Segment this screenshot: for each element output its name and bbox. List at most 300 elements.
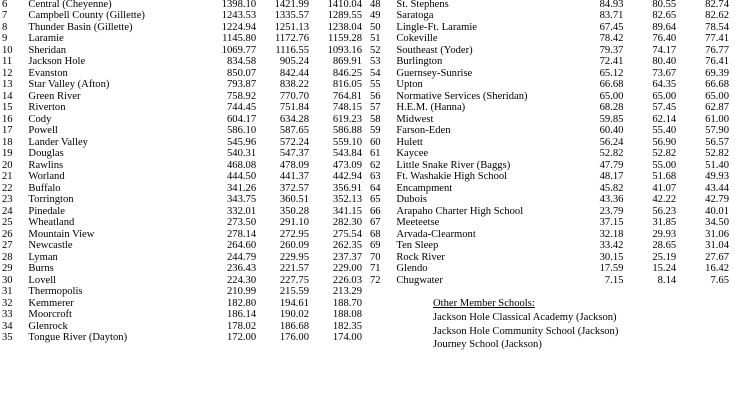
row-school-name: Burns (28, 263, 54, 275)
row-value-3: 586.88 (332, 125, 362, 137)
row-value-3: 188.70 (332, 297, 362, 309)
row-rank: 30 (2, 274, 13, 286)
row-school-name: Pinedale (28, 205, 65, 217)
row-value-2: 64.35 (652, 79, 677, 91)
row-value-1: 48.17 (599, 171, 624, 183)
right-column (368, 0, 735, 400)
row-school-name: Ten Sleep (396, 240, 439, 252)
row-value-1: 23.79 (599, 205, 624, 217)
row-rank: 52 (370, 44, 381, 56)
row-value-1: 545.96 (227, 136, 257, 148)
row-rank: 26 (2, 228, 13, 240)
row-value-3: 764.81 (332, 90, 362, 102)
row-school-name: Star Valley (Afton) (28, 79, 110, 91)
row-school-name: Moorcroft (28, 309, 72, 321)
row-school-name: Lingle-Ft. Laramie (396, 21, 477, 33)
row-school-name: Ft. Washakie High School (396, 171, 508, 183)
row-value-2: 221.57 (279, 263, 309, 275)
row-value-3: 82.62 (705, 10, 729, 22)
row-value-2: 751.84 (279, 102, 309, 114)
row-value-2: 55.00 (652, 159, 677, 171)
row-rank: 33 (2, 309, 13, 321)
row-value-2: 74.17 (652, 44, 677, 56)
row-value-2: 89.64 (652, 21, 677, 33)
row-school-name: Little Snake River (Baggs) (396, 159, 511, 171)
row-value-1: 244.79 (227, 251, 257, 263)
row-rank: 34 (2, 320, 13, 332)
row-value-2: 29.93 (652, 228, 677, 240)
row-value-1: 341.26 (227, 182, 257, 194)
row-value-3: 27.67 (705, 251, 729, 263)
row-value-1: 30.15 (599, 251, 624, 263)
row-school-name: St. Stephens (396, 0, 449, 10)
row-school-name: H.E.M. (Hanna) (396, 102, 466, 114)
row-value-1: 37.15 (599, 217, 624, 229)
row-school-name: Jackson Hole (28, 56, 86, 68)
row-value-2: 260.09 (279, 240, 309, 252)
row-value-3: 82.74 (705, 0, 729, 10)
row-rank: 14 (2, 90, 13, 102)
row-value-3: 78.54 (705, 21, 729, 33)
row-school-name: Rawlins (28, 159, 64, 171)
row-school-name: Southeast (Yoder) (396, 44, 473, 56)
row-value-3: 66.68 (705, 79, 729, 91)
row-school-name: Arvada-Clearmont (396, 228, 476, 240)
row-value-3: 352.13 (332, 194, 362, 206)
other-member-schools-section (370, 297, 735, 351)
row-value-2: 441.37 (279, 171, 309, 183)
row-value-1: 33.42 (599, 240, 624, 252)
row-school-name: Hulett (396, 136, 423, 148)
row-value-2: 350.28 (279, 205, 309, 217)
row-rank: 51 (370, 33, 381, 45)
other-member-schools-heading: Other Member Schools: (433, 298, 535, 310)
row-value-1: 52.82 (599, 148, 624, 160)
table-row (2, 195, 368, 206)
row-value-1: 1224.94 (221, 21, 257, 33)
row-school-name: Glenrock (28, 320, 68, 332)
row-value-1: 1243.53 (221, 10, 257, 22)
table-row (370, 264, 735, 275)
row-rank: 61 (370, 148, 381, 160)
row-value-2: 478.09 (279, 159, 309, 171)
row-value-2: 215.59 (279, 286, 309, 298)
row-rank: 27 (2, 240, 13, 252)
row-school-name: Kemmerer (28, 297, 74, 309)
row-value-1: 83.71 (599, 10, 624, 22)
row-school-name: Dubois (396, 194, 427, 206)
row-school-name: Guernsey-Sunrise (396, 67, 473, 79)
row-school-name: Lovell (28, 274, 57, 286)
row-school-name: Worland (28, 171, 65, 183)
row-school-name: Cokeville (396, 33, 438, 45)
row-value-1: 45.82 (599, 182, 624, 194)
row-value-3: 1410.04 (327, 0, 362, 10)
row-value-3: 49.93 (705, 171, 729, 183)
row-value-3: 869.91 (332, 56, 362, 68)
row-rank: 12 (2, 67, 13, 79)
row-school-name: Encampment (396, 182, 453, 194)
row-school-name: Normative Services (Sheridan) (396, 90, 528, 102)
row-rank: 8 (2, 21, 8, 33)
row-school-name: Mountain View (28, 228, 95, 240)
row-value-1: 72.41 (599, 56, 624, 68)
row-school-name: Farson-Eden (396, 125, 451, 137)
row-value-1: 17.59 (599, 263, 624, 275)
row-value-3: 31.04 (705, 240, 729, 252)
row-school-name: Upton (396, 79, 423, 91)
table-row (370, 276, 735, 287)
row-value-3: 473.09 (332, 159, 362, 171)
row-rank: 58 (370, 113, 381, 125)
row-rank: 48 (370, 0, 381, 10)
row-rank: 19 (2, 148, 13, 160)
row-value-2: 55.40 (652, 125, 677, 137)
row-value-2: 8.14 (657, 274, 677, 286)
row-school-name: Midwest (396, 113, 434, 125)
table-row (370, 195, 735, 206)
row-rank: 59 (370, 125, 381, 137)
row-rank: 16 (2, 113, 13, 125)
row-value-3: 1289.55 (327, 10, 362, 22)
row-value-1: 186.14 (227, 309, 257, 321)
row-value-2: 82.65 (652, 10, 677, 22)
row-value-2: 372.57 (279, 182, 309, 194)
row-value-1: 66.68 (599, 79, 624, 91)
row-school-name: Rock River (396, 251, 445, 263)
row-value-1: 59.85 (599, 113, 624, 125)
row-value-1: 7.15 (604, 274, 624, 286)
row-value-2: 1335.57 (274, 10, 309, 22)
row-value-3: 442.94 (332, 171, 362, 183)
table-row (370, 241, 735, 252)
row-rank: 67 (370, 217, 381, 229)
row-value-3: 1159.28 (327, 33, 362, 45)
row-rank: 28 (2, 251, 13, 263)
row-value-1: 468.08 (227, 159, 257, 171)
row-value-2: 31.85 (652, 217, 677, 229)
row-value-2: 80.55 (652, 0, 677, 10)
row-value-3: 237.37 (332, 251, 362, 263)
row-value-1: 43.36 (599, 194, 624, 206)
row-value-3: 275.54 (332, 228, 362, 240)
row-value-3: 213.29 (332, 286, 362, 298)
row-school-name: Powell (28, 125, 58, 137)
row-value-2: 1172.76 (274, 33, 309, 45)
row-school-name: Wheatland (28, 217, 75, 229)
row-value-2: 360.51 (279, 194, 309, 206)
table-row (2, 253, 368, 264)
table-row (370, 126, 735, 137)
row-school-name: Burlington (396, 56, 443, 68)
row-value-3: 846.25 (332, 67, 362, 79)
row-value-1: 236.43 (227, 263, 257, 275)
row-value-1: 540.31 (227, 148, 257, 160)
row-value-3: 34.50 (705, 217, 729, 229)
row-value-2: 51.68 (652, 171, 677, 183)
row-value-2: 770.70 (279, 90, 309, 102)
row-school-name: Meeteetse (396, 217, 440, 229)
row-school-name: Chugwater (396, 274, 443, 286)
row-value-2: 186.68 (279, 320, 309, 332)
row-rank: 6 (2, 0, 8, 10)
row-value-2: 272.95 (279, 228, 309, 240)
row-value-3: 229.00 (332, 263, 362, 275)
row-school-name: Campbell County (Gillette) (28, 10, 145, 22)
row-rank: 49 (370, 10, 381, 22)
row-value-1: 68.28 (599, 102, 624, 114)
row-rank: 66 (370, 205, 381, 217)
row-value-2: 42.22 (652, 194, 677, 206)
row-value-1: 78.42 (599, 33, 624, 45)
row-school-name: Central (Cheyenne) (28, 0, 112, 10)
row-rank: 54 (370, 67, 381, 79)
row-rank: 68 (370, 228, 381, 240)
row-value-1: 744.45 (227, 102, 257, 114)
row-value-2: 80.40 (652, 56, 677, 68)
list-item: Jackson Hole Classical Academy (Jackson) (433, 312, 617, 324)
row-value-1: 604.17 (227, 113, 257, 125)
row-value-1: 1398.10 (221, 0, 257, 10)
row-rank: 53 (370, 56, 381, 68)
row-rank: 24 (2, 205, 13, 217)
row-value-1: 65.00 (599, 90, 624, 102)
table-row (2, 103, 368, 114)
row-value-1: 172.00 (227, 333, 257, 344)
row-value-3: 77.41 (705, 33, 729, 45)
row-value-3: 65.00 (705, 90, 729, 102)
row-school-name: Glendo (396, 263, 428, 275)
table-row (2, 310, 368, 321)
row-value-2: 572.24 (279, 136, 309, 148)
row-rank: 10 (2, 44, 13, 56)
row-value-3: 559.10 (332, 136, 362, 148)
row-rank: 15 (2, 102, 13, 114)
row-school-name: Douglas (28, 148, 64, 160)
row-value-2: 1421.99 (274, 0, 309, 10)
row-value-1: 67.45 (599, 21, 624, 33)
row-rank: 65 (370, 194, 381, 206)
row-value-3: 174.00 (332, 333, 362, 344)
row-value-1: 332.01 (227, 205, 257, 217)
row-school-name: Tongue River (Dayton) (28, 333, 128, 344)
row-value-1: 182.80 (227, 297, 257, 309)
row-value-1: 278.14 (227, 228, 257, 240)
row-value-3: 182.35 (332, 320, 362, 332)
row-value-2: 57.45 (652, 102, 677, 114)
row-school-name: Buffalo (28, 182, 61, 194)
row-value-3: 40.01 (705, 205, 729, 217)
row-value-2: 176.00 (279, 333, 309, 344)
table-row (370, 69, 735, 80)
row-value-3: 56.57 (705, 136, 729, 148)
row-value-1: 32.18 (599, 228, 624, 240)
row-value-3: 43.44 (705, 182, 729, 194)
row-value-2: 28.65 (652, 240, 677, 252)
row-value-2: 15.24 (652, 263, 677, 275)
row-value-2: 52.82 (652, 148, 677, 160)
row-school-name: Evanston (28, 67, 68, 79)
row-school-name: Cody (28, 113, 52, 125)
row-school-name: Newcastle (28, 240, 73, 252)
row-school-name: Sheridan (28, 44, 67, 56)
row-school-name: Kaycee (396, 148, 429, 160)
row-value-2: 634.28 (279, 113, 309, 125)
row-value-3: 42.79 (705, 194, 729, 206)
row-value-3: 76.41 (705, 56, 729, 68)
row-rank: 31 (2, 286, 13, 298)
row-value-2: 190.02 (279, 309, 309, 321)
row-school-name: Arapaho Charter High School (396, 205, 524, 217)
row-value-3: 61.00 (705, 113, 729, 125)
row-value-3: 52.82 (705, 148, 729, 160)
row-value-1: 586.10 (227, 125, 257, 137)
row-value-1: 444.50 (227, 171, 257, 183)
row-value-2: 56.23 (652, 205, 677, 217)
row-rank: 22 (2, 182, 13, 194)
row-school-name: Thermopolis (28, 286, 83, 298)
row-value-3: 16.42 (705, 263, 729, 275)
row-value-3: 816.05 (332, 79, 362, 91)
row-value-3: 619.23 (332, 113, 362, 125)
row-rank: 71 (370, 263, 381, 275)
row-value-3: 543.84 (332, 148, 362, 160)
row-value-3: 69.39 (705, 67, 729, 79)
list-item: Journey School (Jackson) (433, 338, 542, 350)
row-value-1: 1145.80 (222, 33, 257, 45)
row-value-3: 188.08 (332, 309, 362, 321)
row-value-2: 838.22 (279, 79, 309, 91)
row-rank: 50 (370, 21, 381, 33)
row-rank: 23 (2, 194, 13, 206)
table-row (370, 218, 735, 229)
row-value-1: 210.99 (227, 286, 257, 298)
row-value-3: 76.77 (705, 44, 729, 56)
row-value-1: 60.40 (599, 125, 624, 137)
row-value-3: 341.15 (332, 205, 362, 217)
row-value-1: 793.87 (227, 79, 257, 91)
row-rank: 55 (370, 79, 381, 91)
row-value-2: 229.95 (279, 251, 309, 263)
row-value-3: 748.15 (332, 102, 362, 114)
row-school-name: Torrington (28, 194, 74, 206)
row-school-name: Lander Valley (28, 136, 88, 148)
row-value-1: 834.58 (227, 56, 257, 68)
row-value-2: 194.61 (279, 297, 309, 309)
row-rank: 63 (370, 171, 381, 183)
row-value-3: 356.91 (332, 182, 362, 194)
row-value-1: 224.30 (227, 274, 257, 286)
row-value-2: 587.65 (279, 125, 309, 137)
row-school-name: Green River (28, 90, 81, 102)
row-value-2: 842.44 (279, 67, 309, 79)
row-value-3: 226.03 (332, 274, 362, 286)
row-rank: 69 (370, 240, 381, 252)
row-school-name: Thunder Basin (Gillette) (28, 21, 133, 33)
row-value-2: 65.00 (652, 90, 677, 102)
right-school-table (370, 0, 735, 287)
row-rank: 17 (2, 125, 13, 137)
row-rank: 18 (2, 136, 13, 148)
left-table-body (2, 0, 368, 345)
row-value-3: 51.40 (705, 159, 729, 171)
table-row (2, 264, 368, 275)
row-value-2: 547.37 (279, 148, 309, 160)
row-rank: 56 (370, 90, 381, 102)
left-school-table (2, 0, 368, 345)
row-value-1: 1069.77 (221, 44, 257, 56)
row-rank: 62 (370, 159, 381, 171)
row-value-2: 56.90 (652, 136, 677, 148)
row-rank: 35 (2, 333, 13, 344)
row-value-1: 264.60 (227, 240, 257, 252)
row-value-2: 62.14 (652, 113, 677, 125)
row-rank: 11 (2, 56, 13, 68)
row-value-2: 41.07 (652, 182, 677, 194)
list-item: Jackson Hole Community School (Jackson) (433, 325, 619, 337)
row-value-3: 1238.04 (327, 21, 362, 33)
row-rank: 7 (2, 10, 8, 22)
row-value-2: 905.24 (279, 56, 309, 68)
row-value-1: 273.50 (227, 217, 257, 229)
row-rank: 13 (2, 79, 13, 91)
table-row (2, 218, 368, 229)
table-row (2, 241, 368, 252)
row-school-name: Laramie (28, 33, 64, 45)
row-rank: 57 (370, 102, 381, 114)
row-value-1: 758.92 (227, 90, 257, 102)
row-value-2: 25.19 (652, 251, 677, 263)
row-value-2: 291.10 (279, 217, 309, 229)
row-value-3: 7.65 (710, 274, 729, 286)
row-rank: 9 (2, 33, 8, 45)
row-value-2: 1116.55 (275, 44, 309, 56)
row-rank: 29 (2, 263, 13, 275)
right-table-body (370, 0, 735, 287)
row-rank: 32 (2, 297, 13, 309)
row-rank: 25 (2, 217, 13, 229)
row-value-3: 31.06 (705, 228, 729, 240)
row-value-1: 47.79 (599, 159, 624, 171)
row-value-2: 1251.13 (274, 21, 309, 33)
table-row (2, 287, 368, 298)
row-value-2: 227.75 (279, 274, 309, 286)
row-rank: 20 (2, 159, 13, 171)
row-rank: 64 (370, 182, 381, 194)
row-value-2: 76.40 (652, 33, 677, 45)
row-rank: 60 (370, 136, 381, 148)
row-school-name: Lyman (28, 251, 58, 263)
row-value-1: 56.24 (599, 136, 624, 148)
row-value-1: 850.07 (227, 67, 257, 79)
row-rank: 21 (2, 171, 13, 183)
row-value-2: 73.67 (652, 67, 677, 79)
row-school-name: Riverton (28, 102, 66, 114)
row-value-1: 343.75 (227, 194, 257, 206)
row-value-3: 262.35 (332, 240, 362, 252)
row-value-1: 65.12 (599, 67, 624, 79)
row-value-3: 62.87 (705, 102, 729, 114)
row-value-3: 57.90 (705, 125, 729, 137)
table-row (2, 333, 368, 344)
row-value-3: 282.30 (332, 217, 362, 229)
row-value-1: 178.02 (227, 320, 257, 332)
row-value-1: 84.93 (599, 0, 624, 10)
row-rank: 70 (370, 251, 381, 263)
row-value-1: 79.37 (599, 44, 624, 56)
row-value-3: 1093.16 (327, 44, 362, 56)
row-school-name: Saratoga (396, 10, 434, 22)
